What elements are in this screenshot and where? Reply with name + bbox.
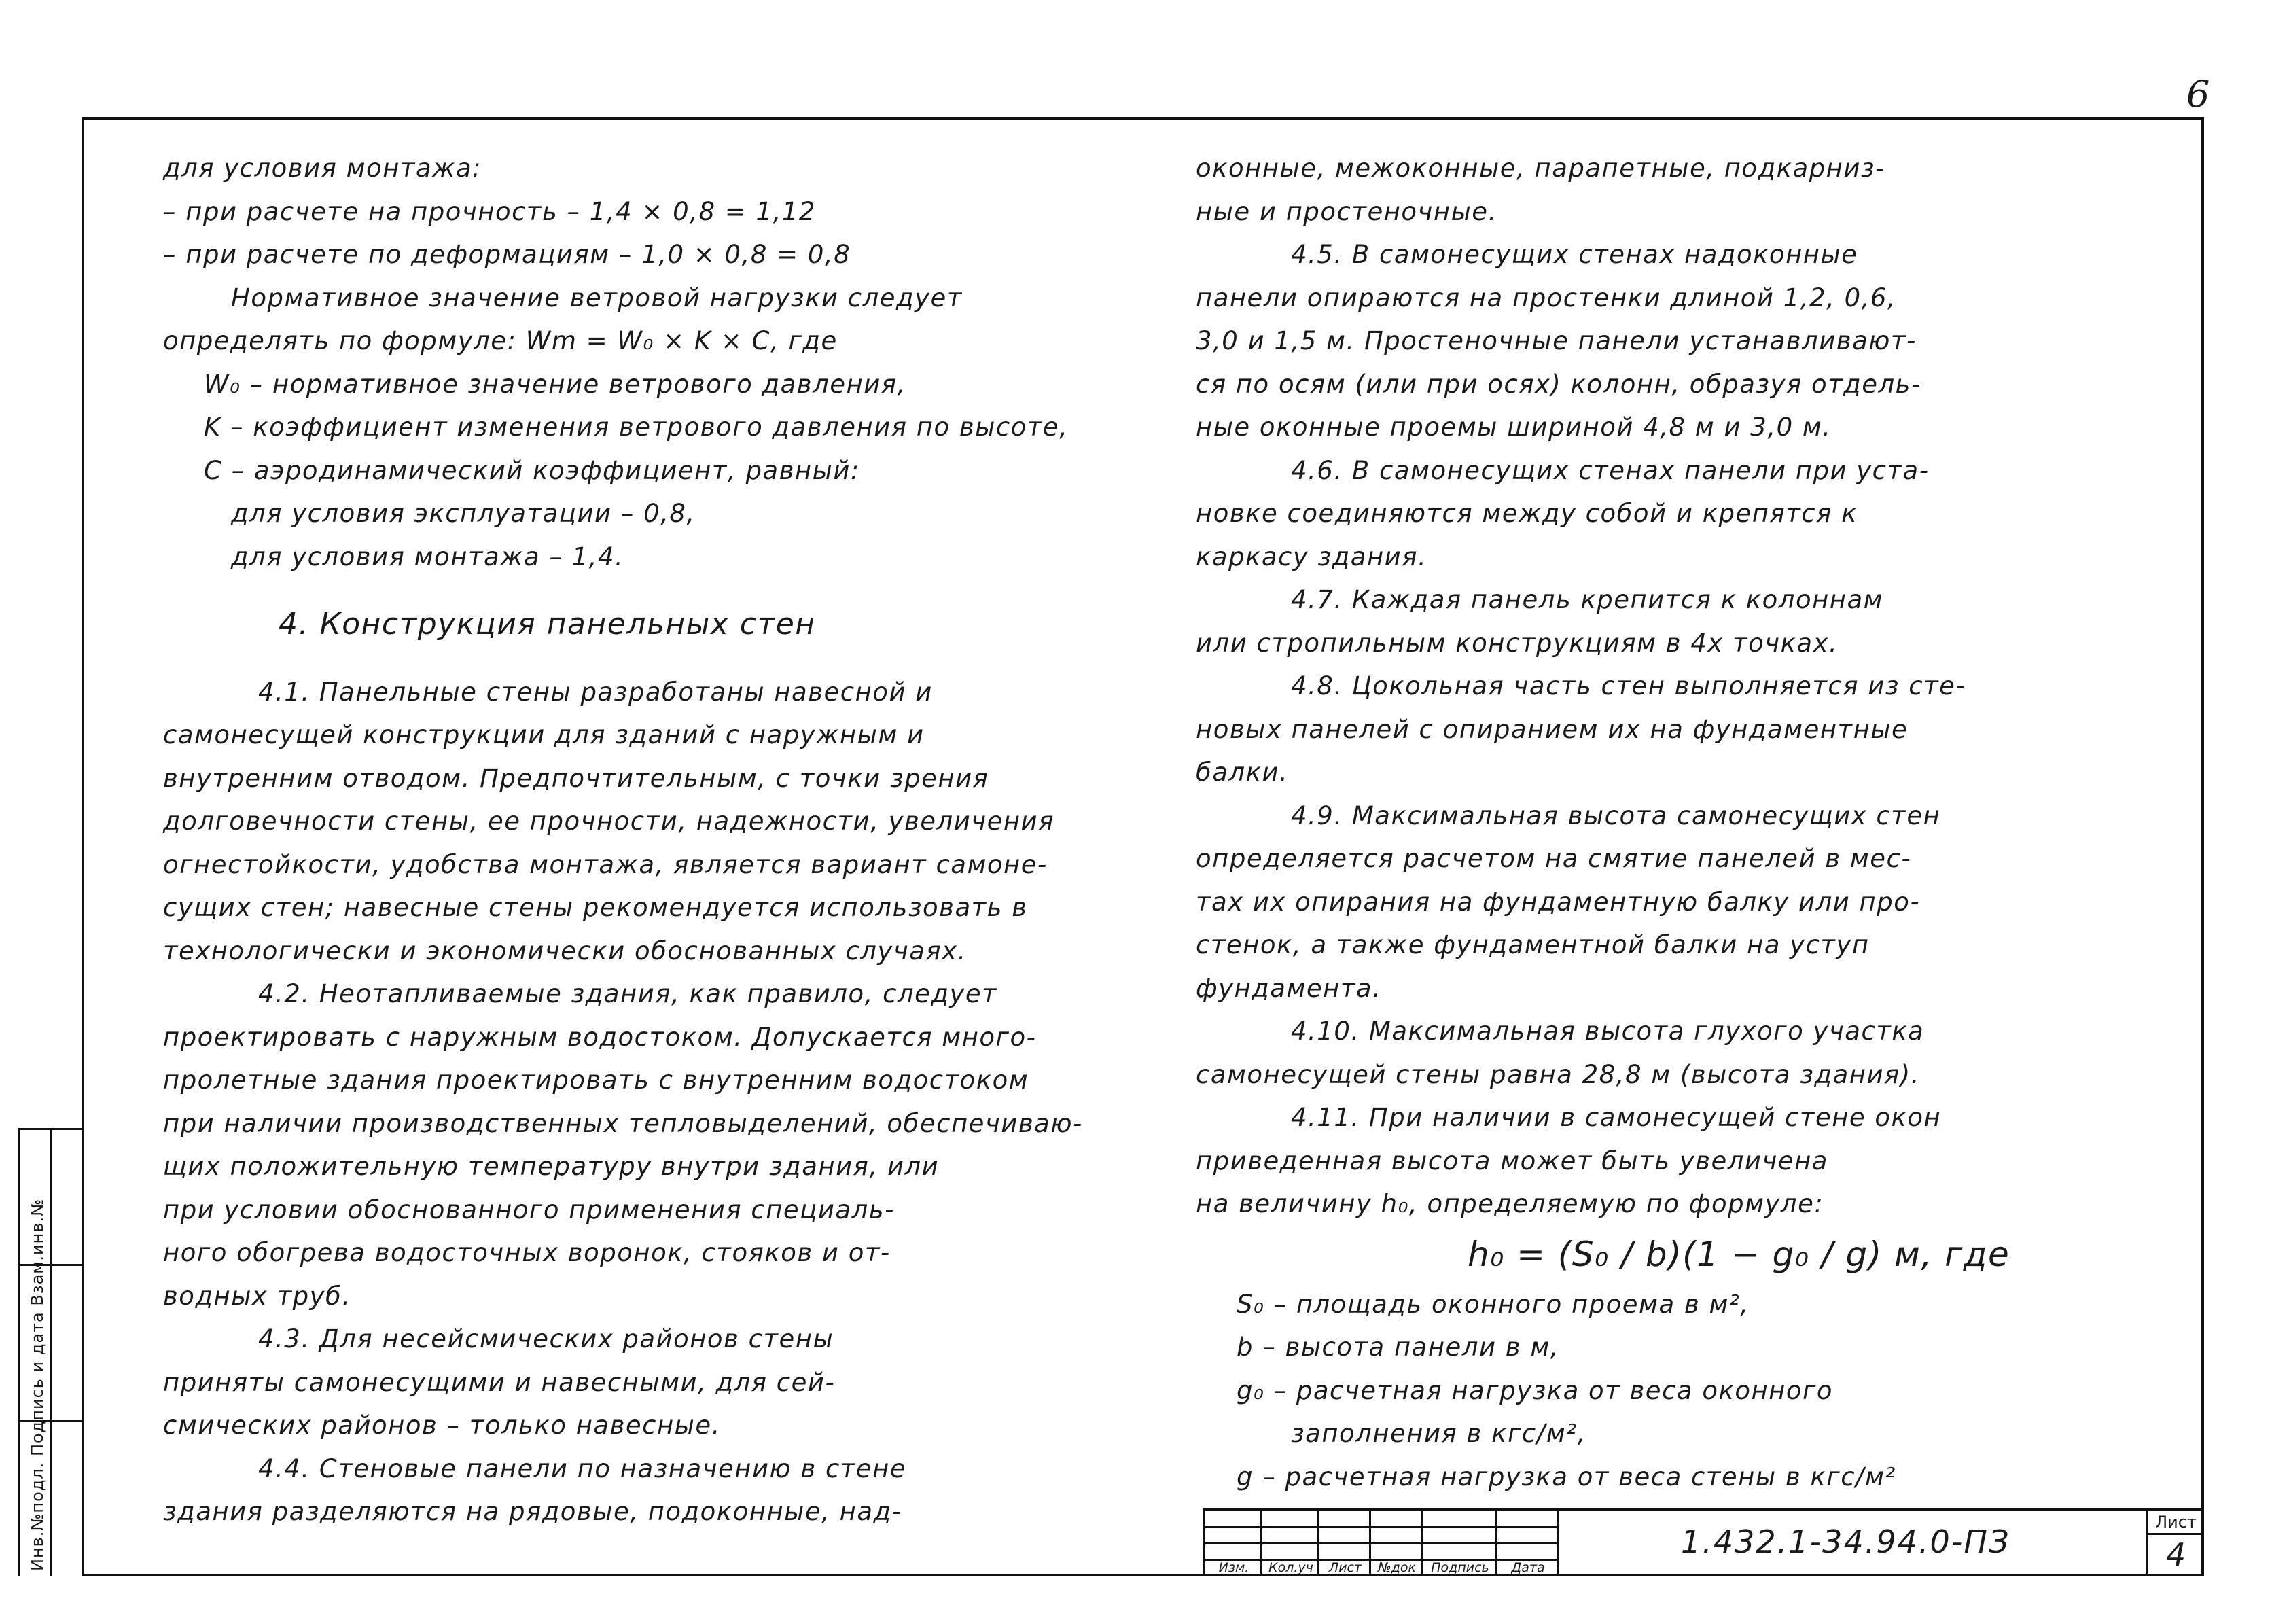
side-stamp (18, 1128, 84, 1576)
text-line: самонесущей стены равна 28,8 м (высота здания). (1196, 1059, 1920, 1089)
text-line: на величину h₀, определяемую по формуле: (1196, 1189, 1824, 1218)
text-line: – при расчете на прочность – 1,4 × 0,8 = 1,12 (163, 196, 816, 226)
section-heading: 4. Конструкция панельных стен (279, 607, 816, 641)
text-line: проектировать с наружным водостоком. Допускается много- (163, 1022, 1037, 1052)
sheet-box (2146, 1511, 2204, 1576)
text-line: тах их опирания на фундаментную балку или про- (1196, 887, 1921, 917)
text-line: W₀ – нормативное значение ветрового давления, (204, 369, 906, 399)
text-line: водных труб. (163, 1281, 351, 1311)
text-line: щих положительную температуру внутри здания, или (163, 1152, 940, 1181)
side-stamp-label: Инв.№подл. Подпись и дата Взам.инв.№ (28, 1198, 47, 1571)
text-line: 4.1. Панельные стены разработаны навесной и (258, 677, 933, 707)
text-line: 4.3. Для несейсмических районов стены (258, 1324, 834, 1354)
document-code: 1.432.1-34.94.0-ПЗ (1681, 1523, 2010, 1560)
text-line: каркасу здания. (1196, 542, 1427, 571)
text-line: смических районов – только навесные. (163, 1411, 721, 1440)
sheet-label: Лист (2148, 1511, 2204, 1535)
text-line: заполнения в кгс/м², (1291, 1419, 1586, 1448)
text-line: ные оконные проемы шириной 4,8 м и 3,0 м. (1196, 412, 1832, 442)
text-line: – при расчете по деформациям – 1,0 × 0,8 = 0,8 (163, 240, 851, 269)
text-line: g – расчетная нагрузка от веса стены в кгс/м² (1237, 1462, 1896, 1491)
text-line: для условия монтажа: (163, 154, 482, 183)
right-text-column (1196, 147, 2161, 1498)
text-line: здания разделяются на рядовые, подоконные, над- (163, 1497, 902, 1526)
text-line: 4.7. Каждая панель крепится к колоннам (1291, 585, 1884, 614)
text-line: сущих стен; навесные стены рекомендуется использовать в (163, 893, 1028, 922)
title-block (1203, 1508, 2204, 1576)
text-line: Нормативное значение ветровой нагрузки следует (231, 283, 963, 313)
title-block-column (1497, 1511, 1559, 1576)
text-line: 4.9. Максимальная высота самонесущих стен (1291, 800, 1941, 830)
text-line: балки. (1196, 758, 1289, 787)
text-line: определять по формуле: Wm = W₀ × K × C, где (163, 326, 838, 355)
text-line: огнестойкости, удобства монтажа, является вариант самоне- (163, 849, 1048, 879)
text-line: панели опираются на простенки длиной 1,2, 0,6, (1196, 283, 1897, 313)
title-block-grid (1205, 1511, 1559, 1576)
title-block-header: Подпись (1431, 1560, 1489, 1575)
text-line: 4.5. В самонесущих стенах надоконные (1291, 240, 1858, 269)
text-line: оконные, межоконные, парапетные, подкарниз- (1196, 154, 1885, 183)
title-block-column (1262, 1511, 1319, 1576)
title-block-column (1205, 1511, 1262, 1576)
text-line: для условия эксплуатации – 0,8, (231, 499, 696, 528)
sheet-value: 4 (2165, 1536, 2186, 1573)
text-line: 4.4. Стеновые панели по назначению в стене (258, 1453, 907, 1483)
text-line: или стропильным конструкциям в 4х точках. (1196, 628, 1839, 658)
text-line: технологически и экономически обоснованных случаях. (163, 936, 967, 966)
title-block-header: №док (1378, 1560, 1416, 1575)
text-line: ные и простеночные. (1196, 196, 1497, 226)
text-line: приняты самонесущими и навесными, для сей- (163, 1367, 836, 1397)
text-line: при условии обоснованного применения специаль- (163, 1195, 895, 1224)
title-block-header: Лист (1328, 1560, 1362, 1575)
text-line: 4.10. Максимальная высота глухого участка (1291, 1017, 1925, 1046)
text-line: ного обогрева водосточных воронок, стояков и от- (163, 1238, 891, 1267)
text-line: b – высота панели в м, (1237, 1332, 1560, 1362)
text-line: определяется расчетом на смятие панелей в мес- (1196, 844, 1912, 873)
title-block-header: Кол.уч (1268, 1560, 1313, 1575)
text-line: 4.8. Цокольная часть стен выполняется из сте- (1291, 671, 1966, 701)
text-line: при наличии производственных тепловыделений, обеспечиваю- (163, 1108, 1083, 1138)
text-line: приведенная высота может быть увеличена (1196, 1146, 1828, 1176)
sheet-corner-number: 6 (2186, 73, 2210, 116)
text-line: пролетные здания проектировать с внутренним водостоком (163, 1065, 1029, 1095)
text-line: K – коэффициент изменения ветрового давления по высоте, (204, 412, 1069, 442)
text-line: 4.2. Неотапливаемые здания, как правило, следует (258, 979, 998, 1008)
text-line: стенок, а также фундаментной балки на уступ (1196, 930, 1870, 959)
text-line: C – аэродинамический коэффициент, равный: (204, 455, 860, 485)
text-line: S₀ – площадь оконного проема в м², (1237, 1289, 1750, 1319)
text-line: 4.11. При наличии в самонесущей стене окон (1291, 1103, 1942, 1132)
title-block-header: Изм. (1218, 1560, 1249, 1575)
text-line: внутренним отводом. Предпочтительным, с точки зрения (163, 763, 989, 793)
text-line: для условия монтажа – 1,4. (231, 542, 624, 571)
text-line: g₀ – расчетная нагрузка от веса оконного (1237, 1375, 1834, 1405)
text-line: долговечности стены, ее прочности, надежности, увеличения (163, 807, 1054, 836)
text-line: ся по осям (или при осях) колонн, образуя отдель- (1196, 369, 1921, 399)
title-block-column (1423, 1511, 1497, 1576)
formula-line: h₀ = (S₀ / b)(1 − g₀ / g) м, где (1468, 1234, 2010, 1274)
text-line: новке соединяются между собой и крепятся к (1196, 499, 1858, 528)
title-block-header: Дата (1511, 1560, 1545, 1575)
text-line: самонесущей конструкции для зданий с наружным и (163, 720, 925, 749)
text-line: фундамента. (1196, 973, 1382, 1003)
text-line: новых панелей с опиранием их на фундаментные (1196, 714, 1909, 744)
text-line: 3,0 и 1,5 м. Простеночные панели устанавливают- (1196, 326, 1917, 355)
title-block-column (1371, 1511, 1423, 1576)
title-block-column (1319, 1511, 1371, 1576)
text-line: 4.6. В самонесущих стенах панели при уста- (1291, 455, 1930, 485)
left-text-column (163, 147, 1128, 1534)
